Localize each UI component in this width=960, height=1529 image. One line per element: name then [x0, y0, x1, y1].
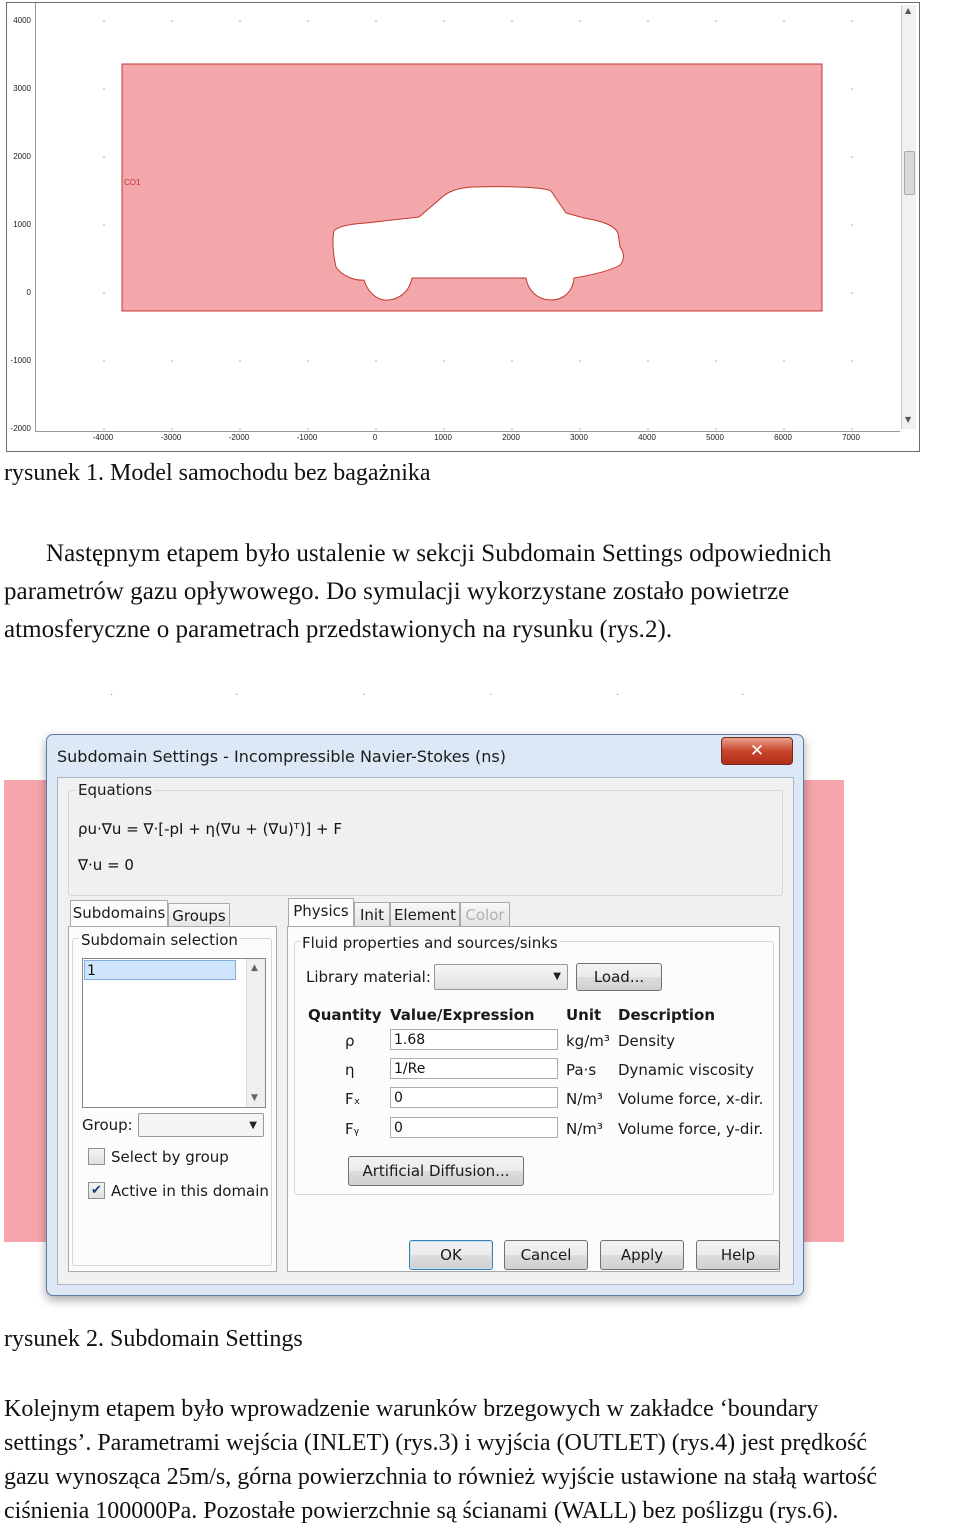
quantity-eta: η: [345, 1061, 355, 1079]
unit-force-y: N/m³: [566, 1120, 603, 1138]
tab-color-label: Color: [465, 906, 505, 924]
grid-point: [511, 428, 513, 430]
tab-color: [460, 902, 510, 927]
quantity-rho: ρ: [345, 1032, 355, 1050]
subdomain-selection-label: Subdomain selection: [81, 931, 238, 949]
ok-label: OK: [440, 1246, 462, 1264]
select-by-group-label: Select by group: [111, 1148, 229, 1166]
apply-label: Apply: [620, 1246, 664, 1264]
y-tick-label: 4000: [13, 16, 31, 25]
quantity-fx: Fₓ: [345, 1090, 361, 1108]
viscosity-input[interactable]: 1/Re: [390, 1058, 558, 1079]
vertical-scrollbar[interactable]: [901, 5, 916, 429]
y-tick-label: 3000: [13, 84, 31, 93]
paragraph1-line1: Następnym etapem było ustalenie w sekcji Subdomain Settings odpowiednich: [46, 540, 832, 567]
close-button[interactable]: [721, 737, 793, 765]
force-y-input[interactable]: 0: [390, 1117, 558, 1138]
grid-point: [103, 360, 105, 362]
tab-element-label: Element: [393, 906, 457, 924]
y-tick-label: 1000: [13, 220, 31, 229]
description-density: Density: [618, 1032, 676, 1050]
group-select[interactable]: [138, 1113, 264, 1137]
grid-point: [647, 360, 649, 362]
geometry-svg: [36, 3, 900, 431]
header-value: Value/Expression: [390, 1006, 535, 1024]
description-viscosity: Dynamic viscosity: [618, 1061, 754, 1079]
equations-label: Equations: [78, 781, 153, 799]
checkmark-icon: ✔: [91, 1183, 102, 1198]
grid-point: [783, 20, 785, 22]
grid-dot: ·: [616, 690, 620, 701]
artificial-diffusion-label: Artificial Diffusion...: [362, 1162, 510, 1180]
apply-button[interactable]: [600, 1240, 684, 1270]
grid-point: [579, 428, 581, 430]
grid-point: [103, 156, 105, 158]
unit-density: kg/m³: [566, 1032, 610, 1050]
help-button[interactable]: [696, 1240, 780, 1270]
grid-point: [647, 428, 649, 430]
header-quantity: Quantity: [308, 1006, 382, 1024]
chevron-down-icon: ▼: [553, 971, 561, 982]
tab-subdomains-label: Subdomains: [72, 904, 166, 922]
scroll-down-icon[interactable]: ▼: [251, 1093, 258, 1103]
x-tick-label: -1000: [296, 433, 318, 442]
paragraph2-line4: ciśnienia 100000Pa. Pozostałe powierzchnie są ścianami (WALL) bez poślizgu (rys.6).: [4, 1498, 839, 1524]
grid-point: [579, 360, 581, 362]
unit-force-x: N/m³: [566, 1090, 603, 1108]
figure1-caption: rysunek 1. Model samochodu bez bagażnika: [4, 460, 431, 486]
x-tick-label: 6000: [774, 433, 792, 442]
grid-point: [103, 20, 105, 22]
load-button-label: Load...: [593, 968, 645, 986]
grid-point: [647, 20, 649, 22]
cancel-label: Cancel: [520, 1246, 572, 1264]
grid-point: [851, 156, 853, 158]
grid-dot: ·: [489, 690, 493, 701]
subdomain-settings-dialog: [46, 734, 804, 1296]
grid-dot: ·: [235, 690, 239, 701]
paragraph2-line3: gazu wynosząca 25m/s, górna powierzchnia to również wyjście ustawione na stałą wartość: [4, 1464, 878, 1490]
listbox-scrollbar[interactable]: [246, 959, 265, 1107]
force-x-input[interactable]: 0: [390, 1087, 558, 1108]
unit-viscosity: Pa·s: [566, 1061, 597, 1079]
grid-point: [307, 20, 309, 22]
scrollbar-thumb[interactable]: [904, 151, 915, 195]
cancel-button[interactable]: [504, 1240, 588, 1270]
region-label: CO1: [124, 178, 141, 187]
fluid-properties-label: Fluid properties and sources/sinks: [302, 934, 558, 952]
grid-point: [715, 360, 717, 362]
x-tick-label: 0: [372, 433, 378, 442]
grid-point: [851, 360, 853, 362]
grid-point: [511, 20, 513, 22]
equation-continuity: ∇·u = 0: [78, 856, 134, 874]
y-tick-label: -1000: [10, 356, 31, 365]
grid-point: [103, 428, 105, 430]
description-force-y: Volume force, y-dir.: [618, 1120, 764, 1138]
grid-point: [783, 360, 785, 362]
geometry-figure: [6, 2, 920, 452]
tab-physics-label: Physics: [293, 902, 349, 920]
grid-point: [307, 360, 309, 362]
tab-subdomains[interactable]: [70, 900, 168, 928]
grid-point: [375, 20, 377, 22]
help-label: Help: [720, 1246, 756, 1264]
list-item[interactable]: 1: [84, 960, 236, 980]
dialog-title: Subdomain Settings - Incompressible Navier-Stokes (ns): [57, 747, 506, 766]
grid-point: [103, 224, 105, 226]
tab-groups-label: Groups: [172, 907, 226, 925]
grid-point: [443, 360, 445, 362]
grid-point: [579, 20, 581, 22]
x-tick-label: 7000: [842, 433, 860, 442]
scroll-up-icon[interactable]: ▲: [251, 963, 258, 973]
x-tick-label: -4000: [92, 433, 114, 442]
active-in-domain-label: Active in this domain: [111, 1182, 269, 1200]
grid-point: [851, 20, 853, 22]
figure2-caption: rysunek 2. Subdomain Settings: [4, 1326, 303, 1352]
scroll-down-icon[interactable]: ▼: [905, 415, 912, 424]
tab-init-label: Init: [360, 906, 384, 924]
x-tick-label: 5000: [706, 433, 724, 442]
subdomain-listbox[interactable]: [82, 958, 266, 1108]
geometry-plot-area[interactable]: [35, 3, 900, 432]
chevron-down-icon: ▼: [249, 1120, 257, 1131]
grid-point: [715, 20, 717, 22]
x-tick-label: -3000: [160, 433, 182, 442]
grid-point: [443, 20, 445, 22]
grid-point: [851, 88, 853, 90]
ok-button[interactable]: [409, 1240, 493, 1270]
load-button[interactable]: [576, 963, 662, 991]
header-unit: Unit: [566, 1006, 602, 1024]
grid-point: [103, 292, 105, 294]
dialog-titlebar[interactable]: [47, 735, 803, 777]
description-force-x: Volume force, x-dir.: [618, 1090, 764, 1108]
x-tick-label: 4000: [638, 433, 656, 442]
paragraph1-line3: atmosferyczne o parametrach przedstawionych na rysunku (rys.2).: [4, 616, 673, 643]
scroll-up-icon[interactable]: ▲: [905, 6, 912, 15]
dialog-client-area: [57, 777, 794, 1285]
tab-init[interactable]: [354, 902, 390, 927]
grid-point: [307, 428, 309, 430]
grid-dot: ·: [362, 690, 366, 701]
grid-dot: ·: [741, 690, 745, 701]
active-in-domain-checkbox[interactable]: [88, 1182, 105, 1199]
grid-point: [783, 428, 785, 430]
library-material-label: Library material:: [306, 968, 431, 986]
header-description: Description: [618, 1006, 716, 1024]
library-material-select[interactable]: [434, 964, 568, 990]
y-tick-label: -2000: [10, 424, 31, 433]
grid-point: [103, 88, 105, 90]
x-tick-label: 3000: [570, 433, 588, 442]
grid-point: [171, 360, 173, 362]
grid-dot: ·: [110, 690, 114, 701]
grid-point: [511, 360, 513, 362]
x-tick-label: 1000: [434, 433, 452, 442]
quantity-fy: Fᵧ: [345, 1120, 360, 1138]
grid-point: [239, 428, 241, 430]
close-icon: ✕: [749, 741, 765, 761]
grid-point: [375, 360, 377, 362]
x-tick-label: 2000: [502, 433, 520, 442]
paragraph2-line1: Kolejnym etapem było wprowadzenie warunków brzegowych w zakładce ‘boundary: [4, 1396, 819, 1422]
select-by-group-checkbox[interactable]: [88, 1148, 105, 1165]
grid-point: [171, 20, 173, 22]
density-input[interactable]: 1.68: [390, 1029, 558, 1050]
grid-point: [443, 428, 445, 430]
tab-element[interactable]: [390, 902, 460, 927]
grid-point: [239, 20, 241, 22]
equations-group: [68, 790, 783, 896]
tab-groups[interactable]: [168, 903, 230, 928]
y-tick-label: 0: [26, 288, 31, 297]
equation-momentum: ρu·∇u = ∇·[-pI + η(∇u + (∇u)ᵀ)] + F: [78, 820, 343, 838]
artificial-diffusion-button[interactable]: [348, 1156, 524, 1186]
grid-point: [375, 428, 377, 430]
grid-point: [851, 224, 853, 226]
paragraph1-line2: parametrów gazu opływowego. Do symulacji wykorzystane zostało powietrze: [4, 578, 790, 605]
grid-point: [851, 428, 853, 430]
x-tick-label: -2000: [228, 433, 250, 442]
grid-point: [851, 292, 853, 294]
group-label: Group:: [82, 1116, 133, 1134]
grid-point: [239, 360, 241, 362]
paragraph2-line2: settings’. Parametrami wejścia (INLET) (rys.3) i wyjścia (OUTLET) (rys.4) jest prędkość: [4, 1430, 868, 1456]
y-tick-label: 2000: [13, 152, 31, 161]
grid-point: [171, 428, 173, 430]
grid-point: [715, 428, 717, 430]
tab-physics[interactable]: [288, 898, 354, 926]
